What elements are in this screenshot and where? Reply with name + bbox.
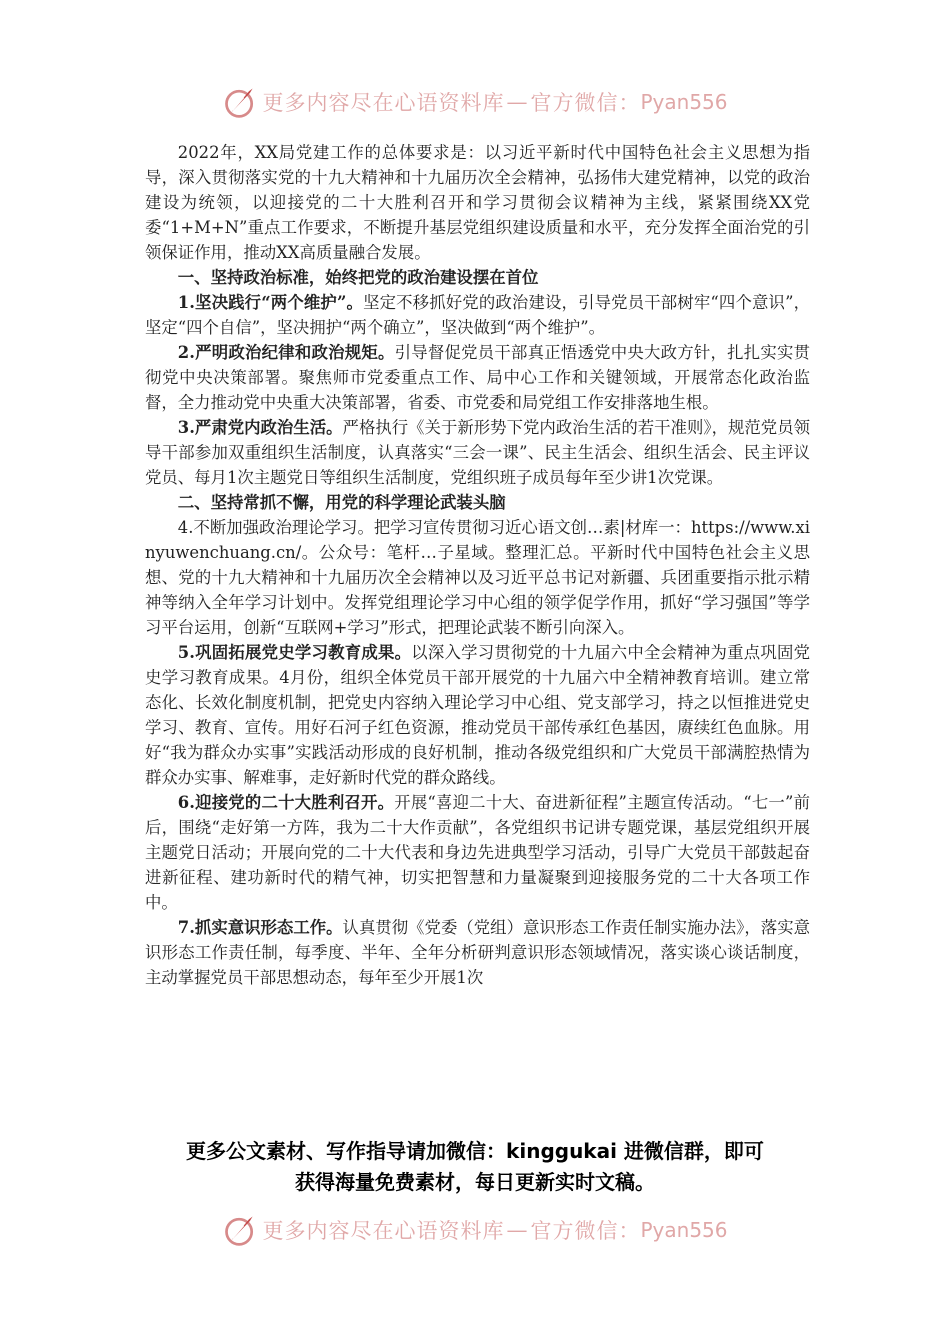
paragraph-4: 4.不断加强政治理论学习。把学习宣传贯彻习近心语文创…素|材库一：https://www.xinyuwenchuang.cn/。公众号：笔杆…子星域。整理汇总。平新时代中国特色社会主义思想、党的十九大精神和十九届历次全会精神以及习近平总书记对新疆、兵团重要指示批示精神等纳入全年学习计划中。发挥党组理论学习中心组的领学促学作用，抓好“学习强国”等学习平台运用，创新“互联网+学习”形式，把理论武装不断引向深入。 xyxy=(145,518,810,637)
paragraph-1-body: 坚定不移抓好党的政治建设，引导党员干部树牢“四个意识”，坚定“四个自信”，坚决拥护“两个确立”，坚决做到“两个维护”。 xyxy=(145,293,810,337)
section-heading-1: 一、坚持政治标准，始终把党的政治建设摆在首位 xyxy=(177,268,539,287)
watermark-account: Pyan556 xyxy=(640,1218,728,1242)
watermark-account: Pyan556 xyxy=(640,90,728,114)
paragraph-5 xyxy=(145,640,810,790)
promo-line-2: 获得海量免费素材，每日更新实时文稿。 xyxy=(295,1170,655,1194)
promo-banner xyxy=(60,1136,890,1198)
watermark-text: 更多内容尽在心语资料库 xyxy=(262,1219,505,1243)
watermark-label: 官方微信： xyxy=(530,1219,641,1243)
paragraph-5-title: 5.巩固拓展党史学习教育成果。 xyxy=(177,643,412,662)
quill-logo-icon xyxy=(222,1212,258,1248)
watermark-separator: — xyxy=(506,1218,529,1242)
paragraph-1 xyxy=(145,290,810,340)
watermark-text: 更多内容尽在心语资料库 xyxy=(262,91,505,115)
watermark-header xyxy=(0,80,950,124)
paragraph-7-title: 7.抓实意识形态工作。 xyxy=(177,918,343,937)
document-body xyxy=(145,140,810,990)
paragraph-7-body: 认真贯彻《党委（党组）意识形态工作责任制实施办法》，落实意识形态工作责任制，每季度、半年、全年分析研判意识形态领域情况，落实谈心谈话制度，主动掌握党员干部思想动态，每年至少开展1次 xyxy=(145,918,810,987)
paragraph-3-title: 3.严肃党内政治生活。 xyxy=(177,418,343,437)
quill-logo-icon xyxy=(222,84,258,120)
paragraph-2 xyxy=(145,340,810,415)
section-heading-2: 二、坚持常抓不懈，用党的科学理论武装头脑 xyxy=(177,493,506,512)
intro-paragraph: 2022年，XX局党建工作的总体要求是：以习近平新时代中国特色社会主义思想为指导，深入贯彻落实党的十九大精神和十九届历次全会精神，弘扬伟大建党精神，以党的政治建设为统领，以迎接党的二十大胜利召开和学习贯彻会议精神为主线，紧紧围绕XX党委“1+M+N”重点工作要求，不断提升基层党组织建设质量和水平，充分发挥全面治党的引领保证作用，推动XX高质量融合发展。 xyxy=(145,143,810,262)
watermark-separator: — xyxy=(506,90,529,114)
paragraph-2-title: 2.严明政治纪律和政治规矩。 xyxy=(177,343,395,362)
paragraph-6-body: 开展“喜迎二十大、奋进新征程”主题宣传活动。“七一”前后，围绕“走好第一方阵，我为二十大作贡献”，各党组织书记讲专题党课，基层党组织开展主题党日活动；开展向党的二十大代表和身边先进典型学习活动，引导广大党员干部鼓起奋进新征程、建功新时代的精气神，切实把智慧和力量凝聚到迎接服务党的二十大各项工作中。 xyxy=(145,793,810,912)
paragraph-5-body: 以深入学习贯彻党的十九届六中全会精神为重点巩固党史学习教育成果。4月份，组织全体党员干部开展党的十九届六中全精神教育培训。建立常态化、长效化制度机制，把党史内容纳入理论学习中心组、党支部学习，持之以恒推进党史学习、教育、宣传。用好石河子红色资源，推动党员干部传承红色基因，赓续红色血脉。用好“我为群众办实事”实践活动形成的良好机制，推动各级党组织和广大党员干部满腔热情为群众办实事、解难事，走好新时代党的群众路线。 xyxy=(145,643,810,787)
paragraph-1-title: 1.坚决践行“两个维护”。 xyxy=(177,293,364,312)
paragraph-2-body: 引导督促党员干部真正悟透党中央大政方针，扎扎实实贯彻党中央决策部署。聚焦师市党委重点工作、局中心工作和关键领域，开展常态化政治监督，全力推动党中央重大决策部署，省委、市党委和局党组工作安排落地生根。 xyxy=(145,343,810,412)
paragraph-6-title: 6.迎接党的二十大胜利召开。 xyxy=(177,793,395,812)
paragraph-3-body: 严格执行《关于新形势下党内政治生活的若干准则》，规范党员领导干部参加双重组织生活制度，认真落实“三会一课”、民主生活会、组织生活会、民主评议党员、每月1次主题党日等组织生活制度，党组织班子成员每年至少讲1次党课。 xyxy=(145,418,810,487)
promo-line-1: 更多公文素材、写作指导请加微信：kinggukai 进微信群，即可 xyxy=(186,1139,764,1163)
paragraph-7 xyxy=(145,915,810,990)
watermark-label: 官方微信： xyxy=(530,91,641,115)
watermark-footer xyxy=(0,1208,950,1252)
paragraph-3 xyxy=(145,415,810,490)
paragraph-6 xyxy=(145,790,810,915)
